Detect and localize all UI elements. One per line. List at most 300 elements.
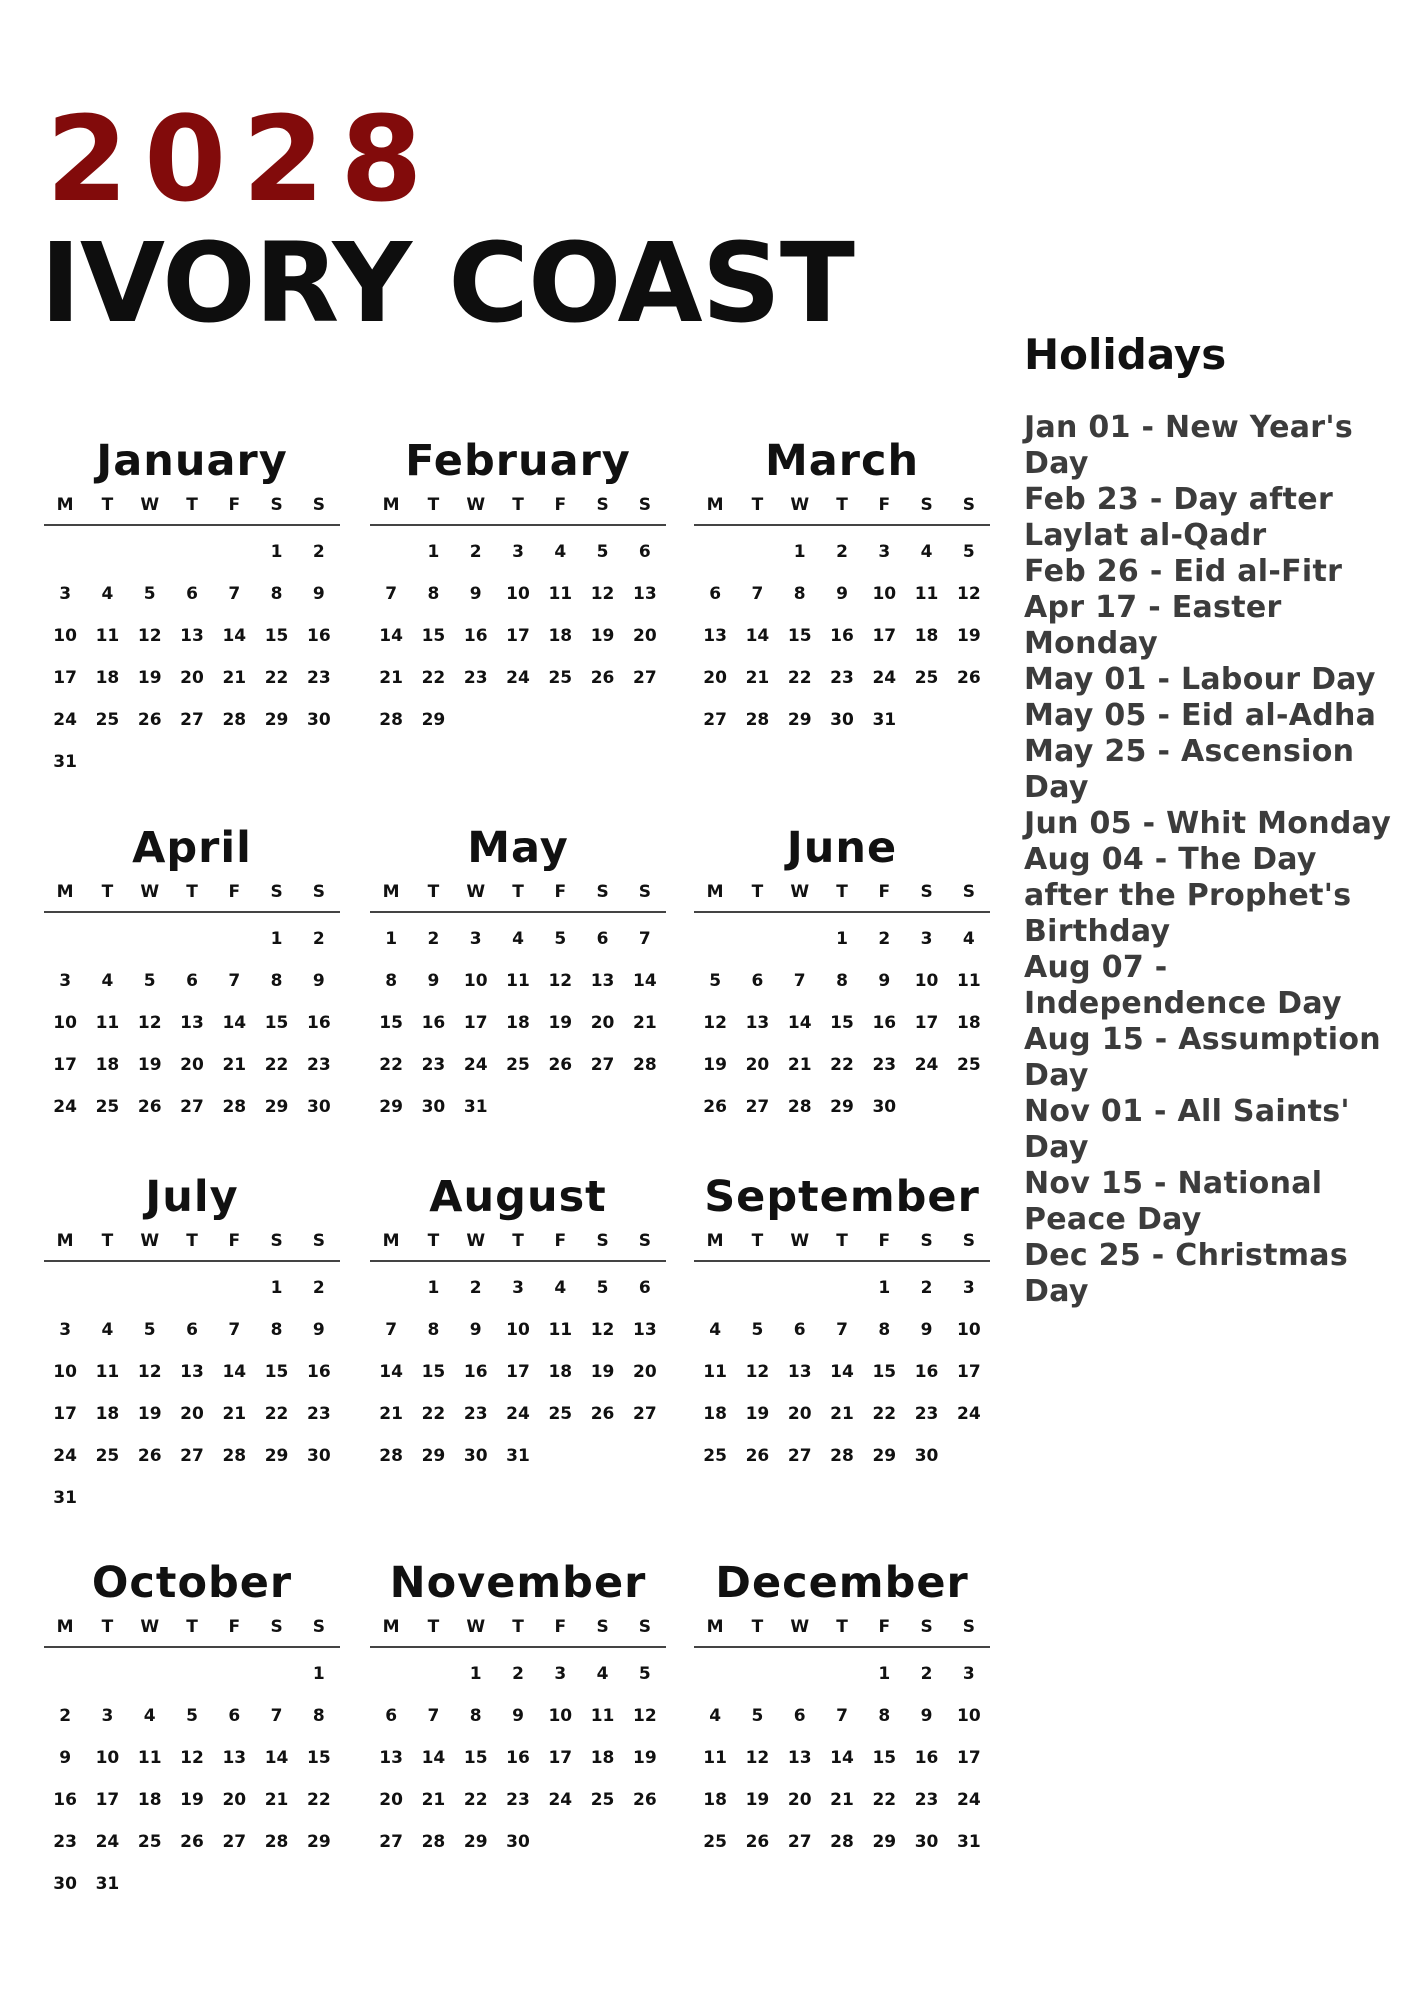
day-cell: 24 xyxy=(53,710,77,730)
day-cell: 14 xyxy=(633,971,657,991)
day-cell: 17 xyxy=(957,1748,981,1768)
day-cell: 2 xyxy=(427,929,440,949)
day-cell: 30 xyxy=(463,1446,488,1466)
weekday-header xyxy=(44,494,340,526)
day-cell: 9 xyxy=(920,1320,933,1340)
day-cell: 17 xyxy=(506,626,530,646)
day-cell: 7 xyxy=(751,584,764,604)
day-cell: 16 xyxy=(307,1362,331,1382)
day-cell: 8 xyxy=(270,1320,283,1340)
day-cell: 30 xyxy=(307,710,331,730)
day-cell: 18 xyxy=(703,1404,727,1424)
day-cell: 19 xyxy=(137,668,162,688)
day-cell: 10 xyxy=(506,584,530,604)
day-cell: 7 xyxy=(836,1706,848,1726)
day-cell: 16 xyxy=(830,626,854,646)
day-cell: 6 xyxy=(228,1706,241,1726)
empty-cell xyxy=(694,1662,736,1704)
day-cell: 11 xyxy=(914,584,939,604)
day-cell: 1 xyxy=(427,1278,440,1298)
day-cell: 29 xyxy=(379,1097,403,1117)
day-cell: 11 xyxy=(506,971,530,991)
day-cell: 19 xyxy=(137,1404,162,1424)
weekday-label: M xyxy=(56,882,74,902)
day-cell: 3 xyxy=(59,584,72,604)
day-cell: 31 xyxy=(463,1097,488,1117)
day-cell: 7 xyxy=(228,584,241,604)
weekday-label: T xyxy=(751,1231,764,1251)
day-cell: 7 xyxy=(638,929,651,949)
day-cell: 5 xyxy=(596,542,609,562)
day-cell: 5 xyxy=(638,1664,651,1684)
holiday-item: Feb 23 - Day after Laylat al-Qadr xyxy=(1024,482,1334,553)
day-cell: 19 xyxy=(745,1404,770,1424)
year-heading: 2028 xyxy=(46,90,439,228)
day-cell: 12 xyxy=(633,1706,657,1726)
day-cell: 22 xyxy=(379,1055,403,1075)
day-cell: 19 xyxy=(633,1748,657,1768)
day-cell: 21 xyxy=(264,1790,289,1810)
day-cell: 22 xyxy=(787,668,812,688)
day-cell: 22 xyxy=(830,1055,854,1075)
day-cell: 3 xyxy=(962,1278,975,1298)
empty-cell xyxy=(129,540,171,582)
day-grid xyxy=(370,927,666,1137)
day-cell: 16 xyxy=(53,1790,77,1810)
day-cell: 18 xyxy=(548,626,573,646)
weekday-label: F xyxy=(228,495,241,515)
day-cell: 31 xyxy=(506,1446,530,1466)
weekday-header xyxy=(44,1230,340,1262)
day-cell: 12 xyxy=(703,1013,727,1033)
day-cell: 16 xyxy=(914,1362,939,1382)
weekday-label: W xyxy=(790,1231,810,1251)
weekday-label: T xyxy=(751,1617,764,1637)
day-cell: 9 xyxy=(920,1706,933,1726)
day-cell: 26 xyxy=(745,1832,770,1852)
day-cell: 17 xyxy=(95,1790,120,1810)
weekday-label: F xyxy=(554,495,567,515)
day-cell: 23 xyxy=(307,1404,331,1424)
empty-cell xyxy=(821,1662,863,1704)
day-cell: 10 xyxy=(53,626,77,646)
day-cell: 13 xyxy=(222,1748,247,1768)
weekday-header xyxy=(694,494,990,526)
empty-cell xyxy=(171,540,213,582)
day-cell: 12 xyxy=(957,584,981,604)
day-grid xyxy=(694,1276,990,1486)
day-cell: 14 xyxy=(222,626,247,646)
day-cell: 13 xyxy=(180,1362,204,1382)
day-cell: 30 xyxy=(307,1097,331,1117)
weekday-label: F xyxy=(228,1617,241,1637)
weekday-label: T xyxy=(836,495,848,515)
day-cell: 22 xyxy=(872,1790,897,1810)
month-may xyxy=(370,823,666,1137)
weekday-label: S xyxy=(596,1617,609,1637)
day-cell: 13 xyxy=(180,626,204,646)
day-cell: 27 xyxy=(180,1446,204,1466)
day-cell: 20 xyxy=(745,1055,770,1075)
day-cell: 28 xyxy=(421,1832,446,1852)
day-cell: 10 xyxy=(463,971,488,991)
holidays-heading: Holidays xyxy=(1024,330,1227,379)
day-cell: 21 xyxy=(222,668,247,688)
day-cell: 17 xyxy=(53,1055,77,1075)
day-cell: 19 xyxy=(590,626,615,646)
day-cell: 5 xyxy=(962,542,975,562)
day-cell: 14 xyxy=(830,1748,854,1768)
empty-cell xyxy=(44,1276,86,1318)
day-cell: 5 xyxy=(143,1320,156,1340)
day-cell: 27 xyxy=(180,1097,204,1117)
month-april xyxy=(44,823,340,1137)
month-december xyxy=(694,1558,990,1872)
day-cell: 30 xyxy=(421,1097,446,1117)
weekday-header xyxy=(370,881,666,913)
weekday-label: F xyxy=(878,1617,891,1637)
day-cell: 9 xyxy=(469,584,482,604)
day-cell: 27 xyxy=(703,710,727,730)
day-cell: 14 xyxy=(379,626,403,646)
day-cell: 11 xyxy=(548,1320,573,1340)
weekday-label: S xyxy=(270,1617,283,1637)
empty-cell xyxy=(779,1276,821,1318)
day-cell: 27 xyxy=(180,710,204,730)
month-name: April xyxy=(132,823,252,873)
weekday-label: S xyxy=(962,882,975,902)
day-cell: 11 xyxy=(137,1748,162,1768)
day-cell: 26 xyxy=(137,710,162,730)
day-cell: 24 xyxy=(506,668,530,688)
day-cell: 12 xyxy=(180,1748,204,1768)
day-cell: 2 xyxy=(312,1278,325,1298)
holiday-item: Nov 01 - All Saints' Day xyxy=(1024,1094,1350,1165)
day-cell: 28 xyxy=(745,710,770,730)
day-cell: 28 xyxy=(633,1055,657,1075)
day-cell: 4 xyxy=(709,1320,722,1340)
day-cell: 5 xyxy=(143,971,156,991)
day-grid xyxy=(694,1662,990,1872)
day-cell: 2 xyxy=(312,542,325,562)
day-cell: 22 xyxy=(264,668,289,688)
day-cell: 6 xyxy=(638,542,651,562)
day-cell: 24 xyxy=(957,1404,981,1424)
weekday-label: F xyxy=(554,882,567,902)
day-cell: 15 xyxy=(264,626,289,646)
day-cell: 8 xyxy=(270,584,283,604)
day-cell: 24 xyxy=(957,1790,981,1810)
day-cell: 22 xyxy=(307,1790,331,1810)
weekday-label: W xyxy=(140,1231,160,1251)
day-cell: 4 xyxy=(143,1706,156,1726)
day-cell: 25 xyxy=(95,1446,120,1466)
weekday-label: W xyxy=(790,495,810,515)
day-cell: 10 xyxy=(957,1706,981,1726)
day-cell: 2 xyxy=(59,1706,72,1726)
day-cell: 28 xyxy=(222,1446,247,1466)
day-cell: 25 xyxy=(703,1832,727,1852)
weekday-label: M xyxy=(706,1231,724,1251)
day-cell: 24 xyxy=(53,1097,77,1117)
day-cell: 5 xyxy=(554,929,567,949)
month-september xyxy=(694,1172,990,1486)
day-cell: 9 xyxy=(427,971,440,991)
day-cell: 27 xyxy=(787,1446,812,1466)
weekday-header xyxy=(370,1230,666,1262)
weekday-header xyxy=(694,881,990,913)
month-name: October xyxy=(91,1558,293,1608)
weekday-label: F xyxy=(878,1231,891,1251)
empty-cell xyxy=(86,1276,128,1318)
day-cell: 9 xyxy=(836,584,848,604)
day-cell: 7 xyxy=(385,584,398,604)
day-cell: 16 xyxy=(463,1362,488,1382)
empty-cell xyxy=(171,1276,213,1318)
day-cell: 14 xyxy=(264,1748,289,1768)
day-cell: 7 xyxy=(228,971,241,991)
day-cell: 9 xyxy=(312,584,325,604)
empty-cell xyxy=(44,540,86,582)
weekday-label: M xyxy=(382,882,400,902)
day-cell: 17 xyxy=(506,1362,530,1382)
weekday-label: S xyxy=(920,1617,933,1637)
empty-cell xyxy=(736,540,778,582)
holiday-item: Dec 25 - Christmas Day xyxy=(1024,1238,1348,1309)
day-cell: 7 xyxy=(793,971,806,991)
month-november xyxy=(370,1558,666,1872)
day-cell: 13 xyxy=(379,1748,403,1768)
day-cell: 25 xyxy=(914,668,939,688)
day-cell: 24 xyxy=(872,668,897,688)
day-cell: 12 xyxy=(745,1362,770,1382)
day-cell: 7 xyxy=(427,1706,440,1726)
month-june xyxy=(694,823,990,1137)
day-cell: 3 xyxy=(512,1278,524,1298)
day-cell: 19 xyxy=(548,1013,573,1033)
weekday-label: S xyxy=(920,882,933,902)
day-cell: 16 xyxy=(307,1013,331,1033)
weekday-label: M xyxy=(706,1617,724,1637)
weekday-label: S xyxy=(962,1231,975,1251)
day-cell: 1 xyxy=(793,542,806,562)
weekday-header xyxy=(370,1616,666,1648)
day-cell: 4 xyxy=(596,1664,609,1684)
day-cell: 10 xyxy=(872,584,897,604)
day-cell: 29 xyxy=(872,1446,897,1466)
day-cell: 8 xyxy=(793,584,806,604)
day-cell: 1 xyxy=(469,1664,482,1684)
day-cell: 3 xyxy=(101,1706,114,1726)
day-cell: 15 xyxy=(264,1362,289,1382)
month-name: August xyxy=(429,1172,607,1222)
empty-cell xyxy=(821,1276,863,1318)
day-grid xyxy=(44,1662,340,1914)
day-cell: 10 xyxy=(53,1013,77,1033)
day-cell: 10 xyxy=(53,1362,77,1382)
empty-cell xyxy=(86,927,128,969)
day-cell: 6 xyxy=(751,971,764,991)
day-cell: 19 xyxy=(137,1055,162,1075)
month-name: May xyxy=(467,823,569,873)
day-cell: 22 xyxy=(264,1404,289,1424)
day-cell: 21 xyxy=(745,668,770,688)
day-cell: 20 xyxy=(703,668,727,688)
month-name: June xyxy=(786,823,898,873)
day-cell: 4 xyxy=(709,1706,722,1726)
weekday-label: S xyxy=(596,495,609,515)
day-cell: 28 xyxy=(830,1446,854,1466)
day-cell: 8 xyxy=(878,1706,891,1726)
day-cell: 6 xyxy=(709,584,722,604)
weekday-label: W xyxy=(466,1231,486,1251)
day-cell: 14 xyxy=(787,1013,812,1033)
day-cell: 4 xyxy=(101,584,114,604)
day-cell: 14 xyxy=(222,1362,247,1382)
day-cell: 2 xyxy=(312,929,325,949)
empty-cell xyxy=(412,1662,454,1704)
day-cell: 21 xyxy=(379,668,403,688)
empty-cell xyxy=(694,1276,736,1318)
day-cell: 30 xyxy=(914,1446,939,1466)
day-cell: 3 xyxy=(554,1664,567,1684)
holiday-item: Feb 26 - Eid al-Fitr xyxy=(1024,554,1343,589)
day-cell: 23 xyxy=(463,668,488,688)
day-cell: 26 xyxy=(548,1055,573,1075)
weekday-label: S xyxy=(920,1231,933,1251)
day-cell: 28 xyxy=(787,1097,812,1117)
day-cell: 8 xyxy=(270,971,283,991)
day-cell: 14 xyxy=(421,1748,446,1768)
day-cell: 28 xyxy=(222,1097,247,1117)
day-cell: 15 xyxy=(787,626,812,646)
day-cell: 20 xyxy=(787,1404,812,1424)
day-cell: 3 xyxy=(469,929,482,949)
day-cell: 3 xyxy=(59,971,72,991)
day-cell: 16 xyxy=(307,626,331,646)
day-cell: 18 xyxy=(548,1362,573,1382)
day-cell: 20 xyxy=(180,1404,204,1424)
day-cell: 15 xyxy=(872,1362,897,1382)
day-cell: 23 xyxy=(872,1055,897,1075)
day-cell: 10 xyxy=(548,1706,573,1726)
empty-cell xyxy=(44,927,86,969)
weekday-label: S xyxy=(312,1231,325,1251)
day-cell: 12 xyxy=(745,1748,770,1768)
day-cell: 26 xyxy=(633,1790,657,1810)
empty-cell xyxy=(129,927,171,969)
day-cell: 19 xyxy=(703,1055,727,1075)
day-cell: 6 xyxy=(186,971,198,991)
month-name: December xyxy=(715,1558,969,1608)
day-cell: 14 xyxy=(222,1013,247,1033)
weekday-label: T xyxy=(186,882,198,902)
empty-cell xyxy=(779,927,821,969)
empty-cell xyxy=(370,540,412,582)
month-august xyxy=(370,1172,666,1486)
empty-cell xyxy=(129,1662,171,1704)
weekday-label: T xyxy=(101,1231,114,1251)
day-cell: 22 xyxy=(463,1790,488,1810)
weekday-label: S xyxy=(596,882,609,902)
day-grid xyxy=(694,927,990,1137)
day-cell: 29 xyxy=(421,1446,446,1466)
weekday-label: M xyxy=(706,495,724,515)
day-cell: 5 xyxy=(143,584,156,604)
day-cell: 20 xyxy=(379,1790,403,1810)
day-cell: 25 xyxy=(548,668,573,688)
day-cell: 14 xyxy=(379,1362,403,1382)
day-cell: 5 xyxy=(186,1706,198,1726)
day-cell: 2 xyxy=(920,1278,933,1298)
day-cell: 21 xyxy=(421,1790,446,1810)
weekday-header xyxy=(694,1230,990,1262)
day-cell: 5 xyxy=(709,971,722,991)
day-cell: 12 xyxy=(548,971,573,991)
day-cell: 8 xyxy=(878,1320,891,1340)
month-name: February xyxy=(405,436,631,486)
day-cell: 22 xyxy=(421,668,446,688)
empty-cell xyxy=(129,1276,171,1318)
day-cell: 23 xyxy=(307,1055,331,1075)
empty-cell xyxy=(171,927,213,969)
day-cell: 6 xyxy=(793,1320,806,1340)
day-cell: 26 xyxy=(137,1097,162,1117)
day-cell: 18 xyxy=(95,1404,120,1424)
day-cell: 14 xyxy=(830,1362,854,1382)
day-cell: 27 xyxy=(745,1097,770,1117)
day-cell: 29 xyxy=(830,1097,854,1117)
day-cell: 18 xyxy=(914,626,939,646)
day-cell: 26 xyxy=(745,1446,770,1466)
day-cell: 19 xyxy=(590,1362,615,1382)
day-cell: 19 xyxy=(745,1790,770,1810)
day-cell: 1 xyxy=(878,1664,891,1684)
day-cell: 4 xyxy=(512,929,524,949)
day-cell: 12 xyxy=(137,1013,162,1033)
weekday-label: T xyxy=(512,1231,524,1251)
empty-cell xyxy=(694,927,736,969)
weekday-label: S xyxy=(312,882,325,902)
day-cell: 27 xyxy=(633,668,657,688)
weekday-label: F xyxy=(228,882,241,902)
month-name: July xyxy=(145,1172,239,1222)
month-march xyxy=(694,436,990,750)
weekday-label: W xyxy=(140,1617,160,1637)
weekday-label: S xyxy=(920,495,933,515)
day-cell: 1 xyxy=(836,929,848,949)
holiday-item: Nov 15 - National Peace Day xyxy=(1024,1166,1323,1237)
day-cell: 26 xyxy=(590,1404,615,1424)
day-cell: 15 xyxy=(307,1748,331,1768)
day-cell: 1 xyxy=(270,929,283,949)
day-cell: 15 xyxy=(421,626,446,646)
weekday-label: S xyxy=(270,1231,283,1251)
day-cell: 6 xyxy=(186,1320,198,1340)
day-cell: 8 xyxy=(385,971,398,991)
day-cell: 14 xyxy=(745,626,770,646)
day-cell: 26 xyxy=(137,1446,162,1466)
day-cell: 18 xyxy=(590,1748,615,1768)
day-cell: 20 xyxy=(222,1790,247,1810)
weekday-label: W xyxy=(790,882,810,902)
day-cell: 25 xyxy=(703,1446,727,1466)
holiday-item: May 25 - Ascension Day xyxy=(1024,734,1355,805)
day-grid xyxy=(370,1276,666,1486)
empty-cell xyxy=(694,540,736,582)
day-grid xyxy=(370,540,666,750)
day-cell: 24 xyxy=(463,1055,488,1075)
